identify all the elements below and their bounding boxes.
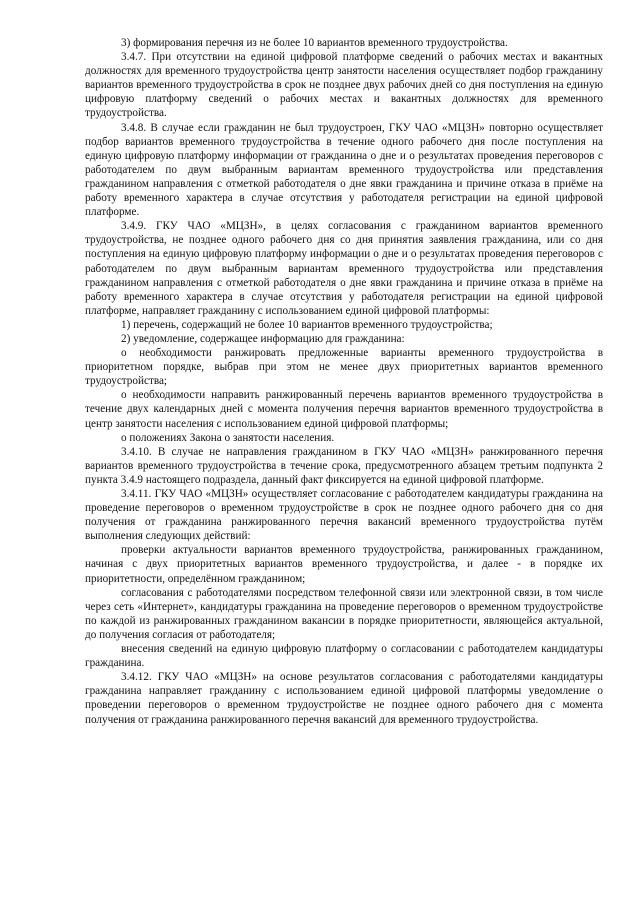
paragraph-3-4-8: 3.4.8. В случае если гражданин не был трудоустроен, ГКУ ЧАО «МЦЗН» повторно осуществляет подбор вариантов временного трудоустройства в течение одного рабочего дня после поступления на единую цифровую платформу информации от гражданина о дне и о результатах проведения переговоров с работодателем по двум выбранным вариантам временного трудоустройства или представления гражданином направления с отметкой работодателя о дне явки гражданина и причине отказа в приёме на работу временного характера в случае отсутствия у работодателя регистрации на единой цифровой платформе. (85, 121, 603, 219)
paragraph-3-4-7: 3.4.7. При отсутствии на единой цифровой платформе сведений о рабочих местах и вакантных должностях для временного трудоустройства центр занятости населения осуществляет подбор гражданину вариантов временного трудоустройства в срок не позднее двух рабочих дней со дня поступления на единую цифровую платформу сведений о рабочих местах и вакантных должностях для временного трудоустройства. (85, 51, 603, 120)
document-page (85, 36, 603, 727)
paragraph-3-4-12: 3.4.12. ГКУ ЧАО «МЦЗН» на основе результатов согласования с работодателями кандидатуры гражданина направляет гражданину с использованием единой цифровой платформы уведомление о проведении переговоров о временном трудоустройстве не позднее одного рабочего дня с момента получения от гражданина ранжированного перечня вакансий для временного трудоустройства. (85, 671, 603, 726)
notice-item-send-list: о необходимости направить ранжированный перечень вариантов временного трудоустройства в течение двух календарных дней с момента получения перечня вариантов временного трудоустройства в центр занятости населения с использованием единой цифровой платформы; (85, 389, 603, 430)
list-item-1: 1) перечень, содержащий не более 10 вариантов временного трудоустройства; (121, 318, 493, 331)
action-item-check: проверки актуальности вариантов временного трудоустройства, ранжированных гражданином, начиная с двух приоритетных вариантов временного трудоустройства, и далее - в порядке их приоритетности, определённом гражданином; (85, 544, 603, 585)
paragraph-3-4-11: 3.4.11. ГКУ ЧАО «МЦЗН» осуществляет согласование с работодателем кандидатуры гражданина на проведение переговоров о временном трудоустройстве в срок не позднее одного рабочего дня со дня получения от гражданина ранжированного перечня вакансий временного трудоустройства путём выполнения следующих действий: (85, 488, 603, 543)
action-item-record: внесения сведений на единую цифровую платформу о согласовании с работодателем кандидатуры гражданина. (85, 643, 603, 670)
paragraph-item-3: 3) формирования перечня из не более 10 вариантов временного трудоустройства. (121, 37, 508, 49)
notice-item-law: о положениях Закона о занятости населения. (121, 431, 335, 444)
list-item-2: 2) уведомление, содержащее информацию для гражданина: (121, 332, 405, 345)
action-item-agree: согласования с работодателями посредством телефонной связи или электронной связи, в том числе через сеть «Интернет», кандидатуры гражданина на проведение переговоров о временном трудоустройстве по каждой из ранжированных гражданином вакансии в порядке приоритетности, являющейся актуальной, до получения согласия от работодателя; (85, 586, 603, 641)
paragraph-3-4-9: 3.4.9. ГКУ ЧАО «МЦЗН», в целях согласования с гражданином вариантов временного трудоустройства, не позднее одного рабочего дня со дня принятия заявления гражданина, или со дня поступления на единую цифровую платформу информации о дне и о результатах проведения переговоров с работодателем по двум выбранным вариантам временного трудоустройства или представления гражданином направления с отметкой работодателя о дне явки гражданина и причине отказа в приёме на работу временного характера в случае отсутствия у работодателя регистрации на единой цифровой платформе, направляет гражданину с использованием единой цифровой платформы: (85, 220, 603, 317)
notice-item-ranking: о необходимости ранжировать предложенные варианты временного трудоустройства в приоритетном порядке, выбрав при этом не менее двух приоритетных вариантов временного трудоустройства; (85, 347, 603, 388)
paragraph-3-4-10: 3.4.10. В случае не направления гражданином в ГКУ ЧАО «МЦЗН» ранжированного перечня вариантов временного трудоустройства в течение срока, предусмотренного абзацем третьим подпункта 2 пункта 3.4.9 настоящего подраздела, данный факт фиксируется на единой цифровой платформе. (85, 445, 603, 486)
